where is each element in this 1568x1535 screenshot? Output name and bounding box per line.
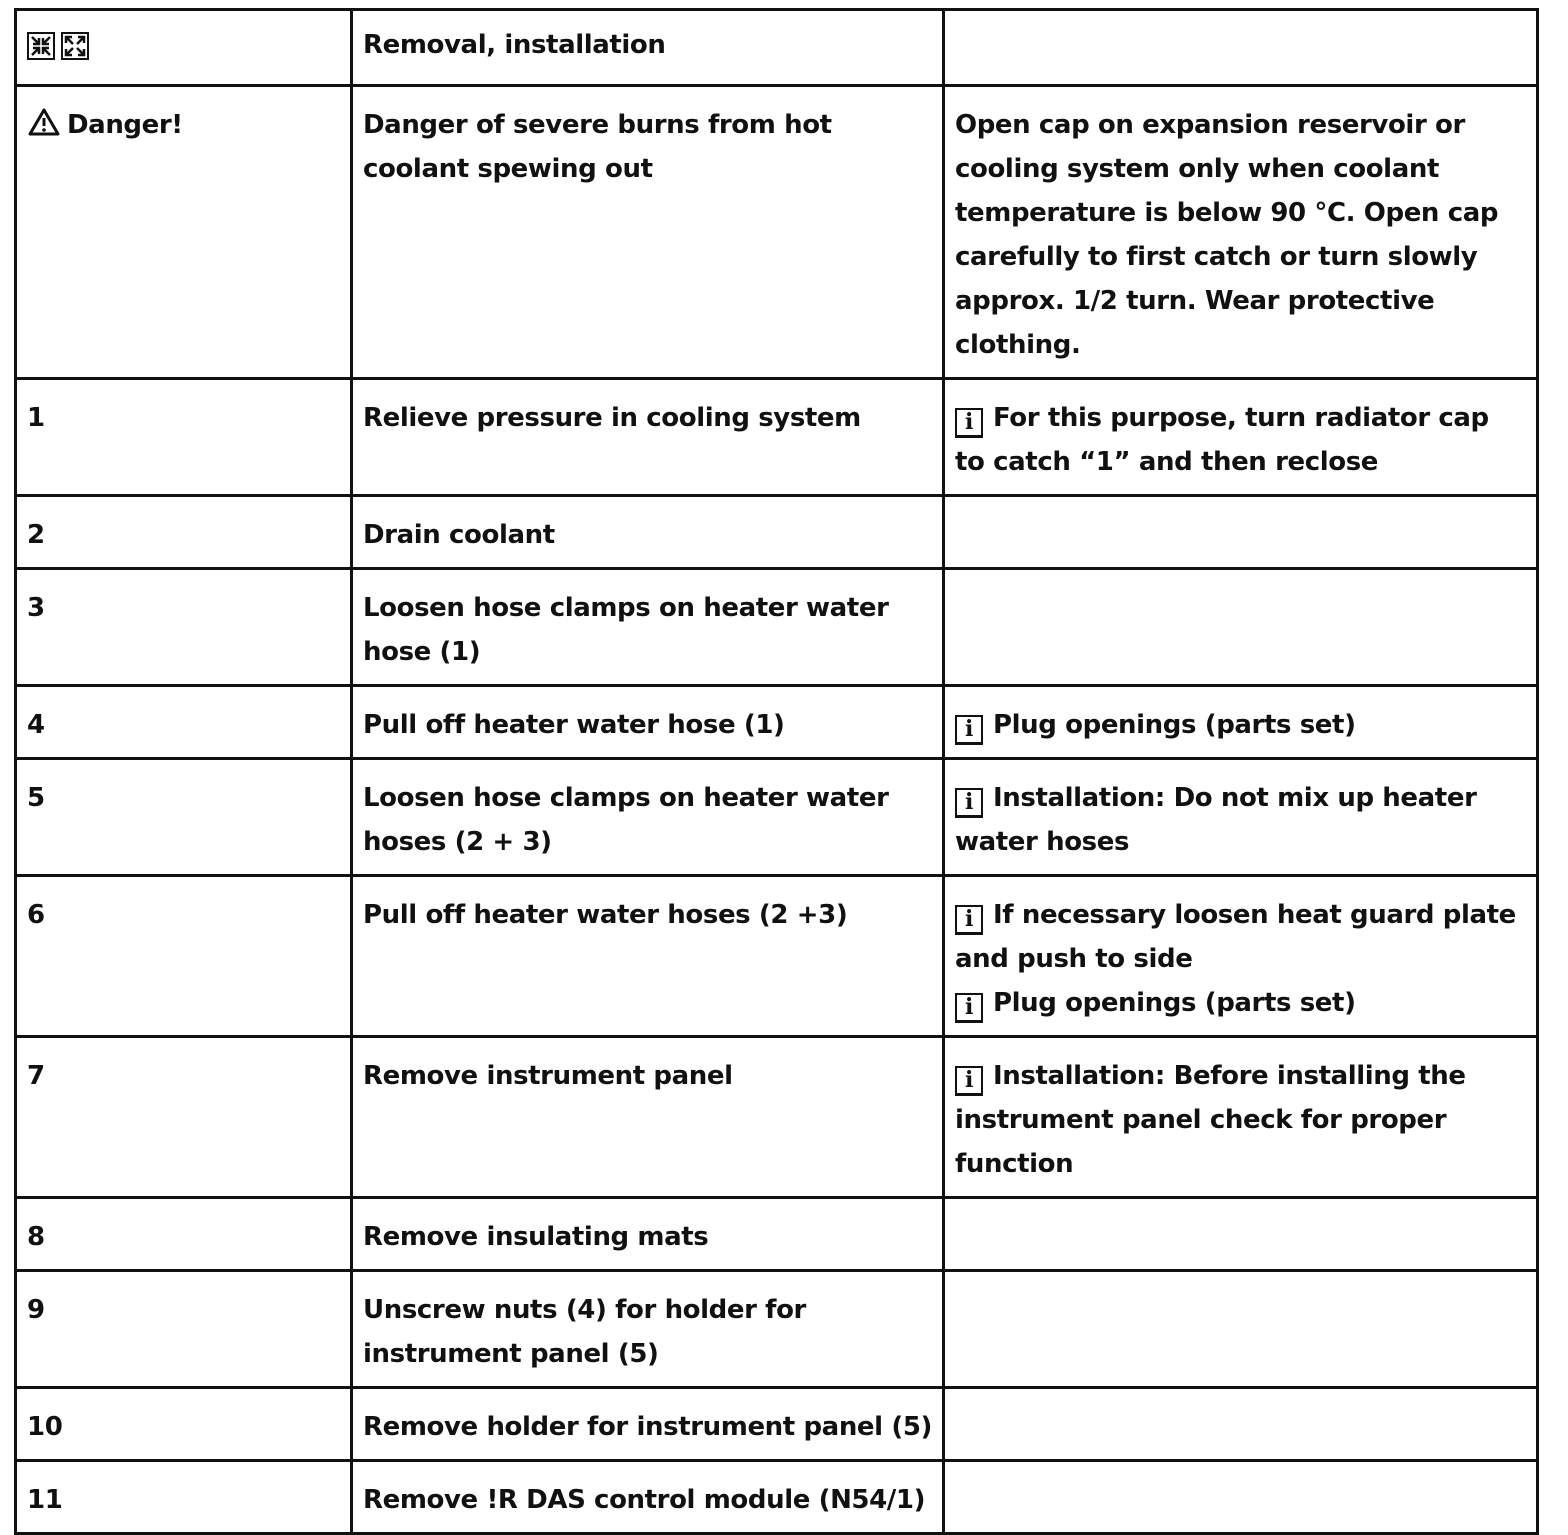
step-number: 6 bbox=[16, 876, 352, 1037]
step-notes bbox=[944, 1461, 1538, 1534]
danger-hazard-cell: Danger of severe burns from hot coolant spewing out bbox=[352, 86, 944, 379]
header-blank bbox=[944, 10, 1538, 86]
step-number: 8 bbox=[16, 1198, 352, 1271]
step-action: Pull off heater water hoses (2 +3) bbox=[352, 876, 944, 1037]
step-number: 9 bbox=[16, 1271, 352, 1388]
info-icon: i bbox=[955, 1066, 983, 1096]
step-row bbox=[16, 1271, 1538, 1388]
procedure-sheet bbox=[14, 8, 1536, 1535]
step-number: 4 bbox=[16, 686, 352, 759]
step-action: Relieve pressure in cooling system bbox=[352, 379, 944, 496]
step-notes bbox=[944, 1037, 1538, 1198]
step-row bbox=[16, 1198, 1538, 1271]
step-note bbox=[955, 703, 1526, 747]
step-row bbox=[16, 496, 1538, 569]
step-note bbox=[955, 981, 1526, 1025]
step-row bbox=[16, 686, 1538, 759]
step-note-text: Plug openings (parts set) bbox=[993, 710, 1356, 740]
step-note-text: Installation: Before installing the instrument panel check for proper function bbox=[955, 1061, 1466, 1179]
step-action: Remove !R DAS control module (N54/1) bbox=[352, 1461, 944, 1534]
step-row bbox=[16, 1037, 1538, 1198]
step-action: Remove holder for instrument panel (5) bbox=[352, 1388, 944, 1461]
step-notes bbox=[944, 876, 1538, 1037]
step-action: Unscrew nuts (4) for holder for instrument panel (5) bbox=[352, 1271, 944, 1388]
danger-remedy-cell: Open cap on expansion reservoir or cooling system only when coolant temperature is below 90 °C. Open cap carefully to first catch or turn slowly approx. 1/2 turn. Wear protective clothing. bbox=[944, 86, 1538, 379]
step-number: 3 bbox=[16, 569, 352, 686]
step-action: Loosen hose clamps on heater water hose (1) bbox=[352, 569, 944, 686]
step-notes bbox=[944, 1198, 1538, 1271]
danger-label: Danger! bbox=[67, 110, 183, 140]
step-note bbox=[955, 776, 1526, 864]
step-number: 11 bbox=[16, 1461, 352, 1534]
step-note-text: If necessary loosen heat guard plate and push to side bbox=[955, 900, 1516, 974]
info-icon: i bbox=[955, 408, 983, 438]
step-note bbox=[955, 1054, 1526, 1186]
step-row bbox=[16, 876, 1538, 1037]
step-notes bbox=[944, 569, 1538, 686]
info-icon: i bbox=[955, 905, 983, 935]
step-number: 5 bbox=[16, 759, 352, 876]
header-row bbox=[16, 10, 1538, 86]
step-action: Remove instrument panel bbox=[352, 1037, 944, 1198]
danger-label-cell bbox=[16, 86, 352, 379]
step-notes bbox=[944, 1271, 1538, 1388]
danger-row bbox=[16, 86, 1538, 379]
step-notes bbox=[944, 496, 1538, 569]
info-icon: i bbox=[955, 715, 983, 745]
step-notes bbox=[944, 379, 1538, 496]
step-note-text: For this purpose, turn radiator cap to catch “1” and then reclose bbox=[955, 403, 1489, 477]
step-number: 7 bbox=[16, 1037, 352, 1198]
warning-triangle-icon bbox=[27, 107, 61, 137]
removal-symbol-icon bbox=[27, 32, 55, 60]
info-icon: i bbox=[955, 993, 983, 1023]
step-row bbox=[16, 569, 1538, 686]
step-notes bbox=[944, 686, 1538, 759]
step-note-text: Installation: Do not mix up heater water hoses bbox=[955, 783, 1477, 857]
step-notes bbox=[944, 759, 1538, 876]
header-symbols-cell bbox=[16, 10, 352, 86]
step-row bbox=[16, 379, 1538, 496]
procedure-table bbox=[14, 8, 1539, 1535]
step-action: Drain coolant bbox=[352, 496, 944, 569]
info-icon: i bbox=[955, 788, 983, 818]
step-row bbox=[16, 1388, 1538, 1461]
step-note bbox=[955, 396, 1526, 484]
step-note bbox=[955, 893, 1526, 981]
step-action: Pull off heater water hose (1) bbox=[352, 686, 944, 759]
step-number: 2 bbox=[16, 496, 352, 569]
step-row bbox=[16, 759, 1538, 876]
step-number: 1 bbox=[16, 379, 352, 496]
step-notes bbox=[944, 1388, 1538, 1461]
step-action: Remove insulating mats bbox=[352, 1198, 944, 1271]
header-title: Removal, installation bbox=[352, 10, 944, 86]
step-row bbox=[16, 1461, 1538, 1534]
step-action: Loosen hose clamps on heater water hoses (2 + 3) bbox=[352, 759, 944, 876]
step-number: 10 bbox=[16, 1388, 352, 1461]
installation-symbol-icon bbox=[61, 32, 89, 60]
step-note-text: Plug openings (parts set) bbox=[993, 988, 1356, 1018]
